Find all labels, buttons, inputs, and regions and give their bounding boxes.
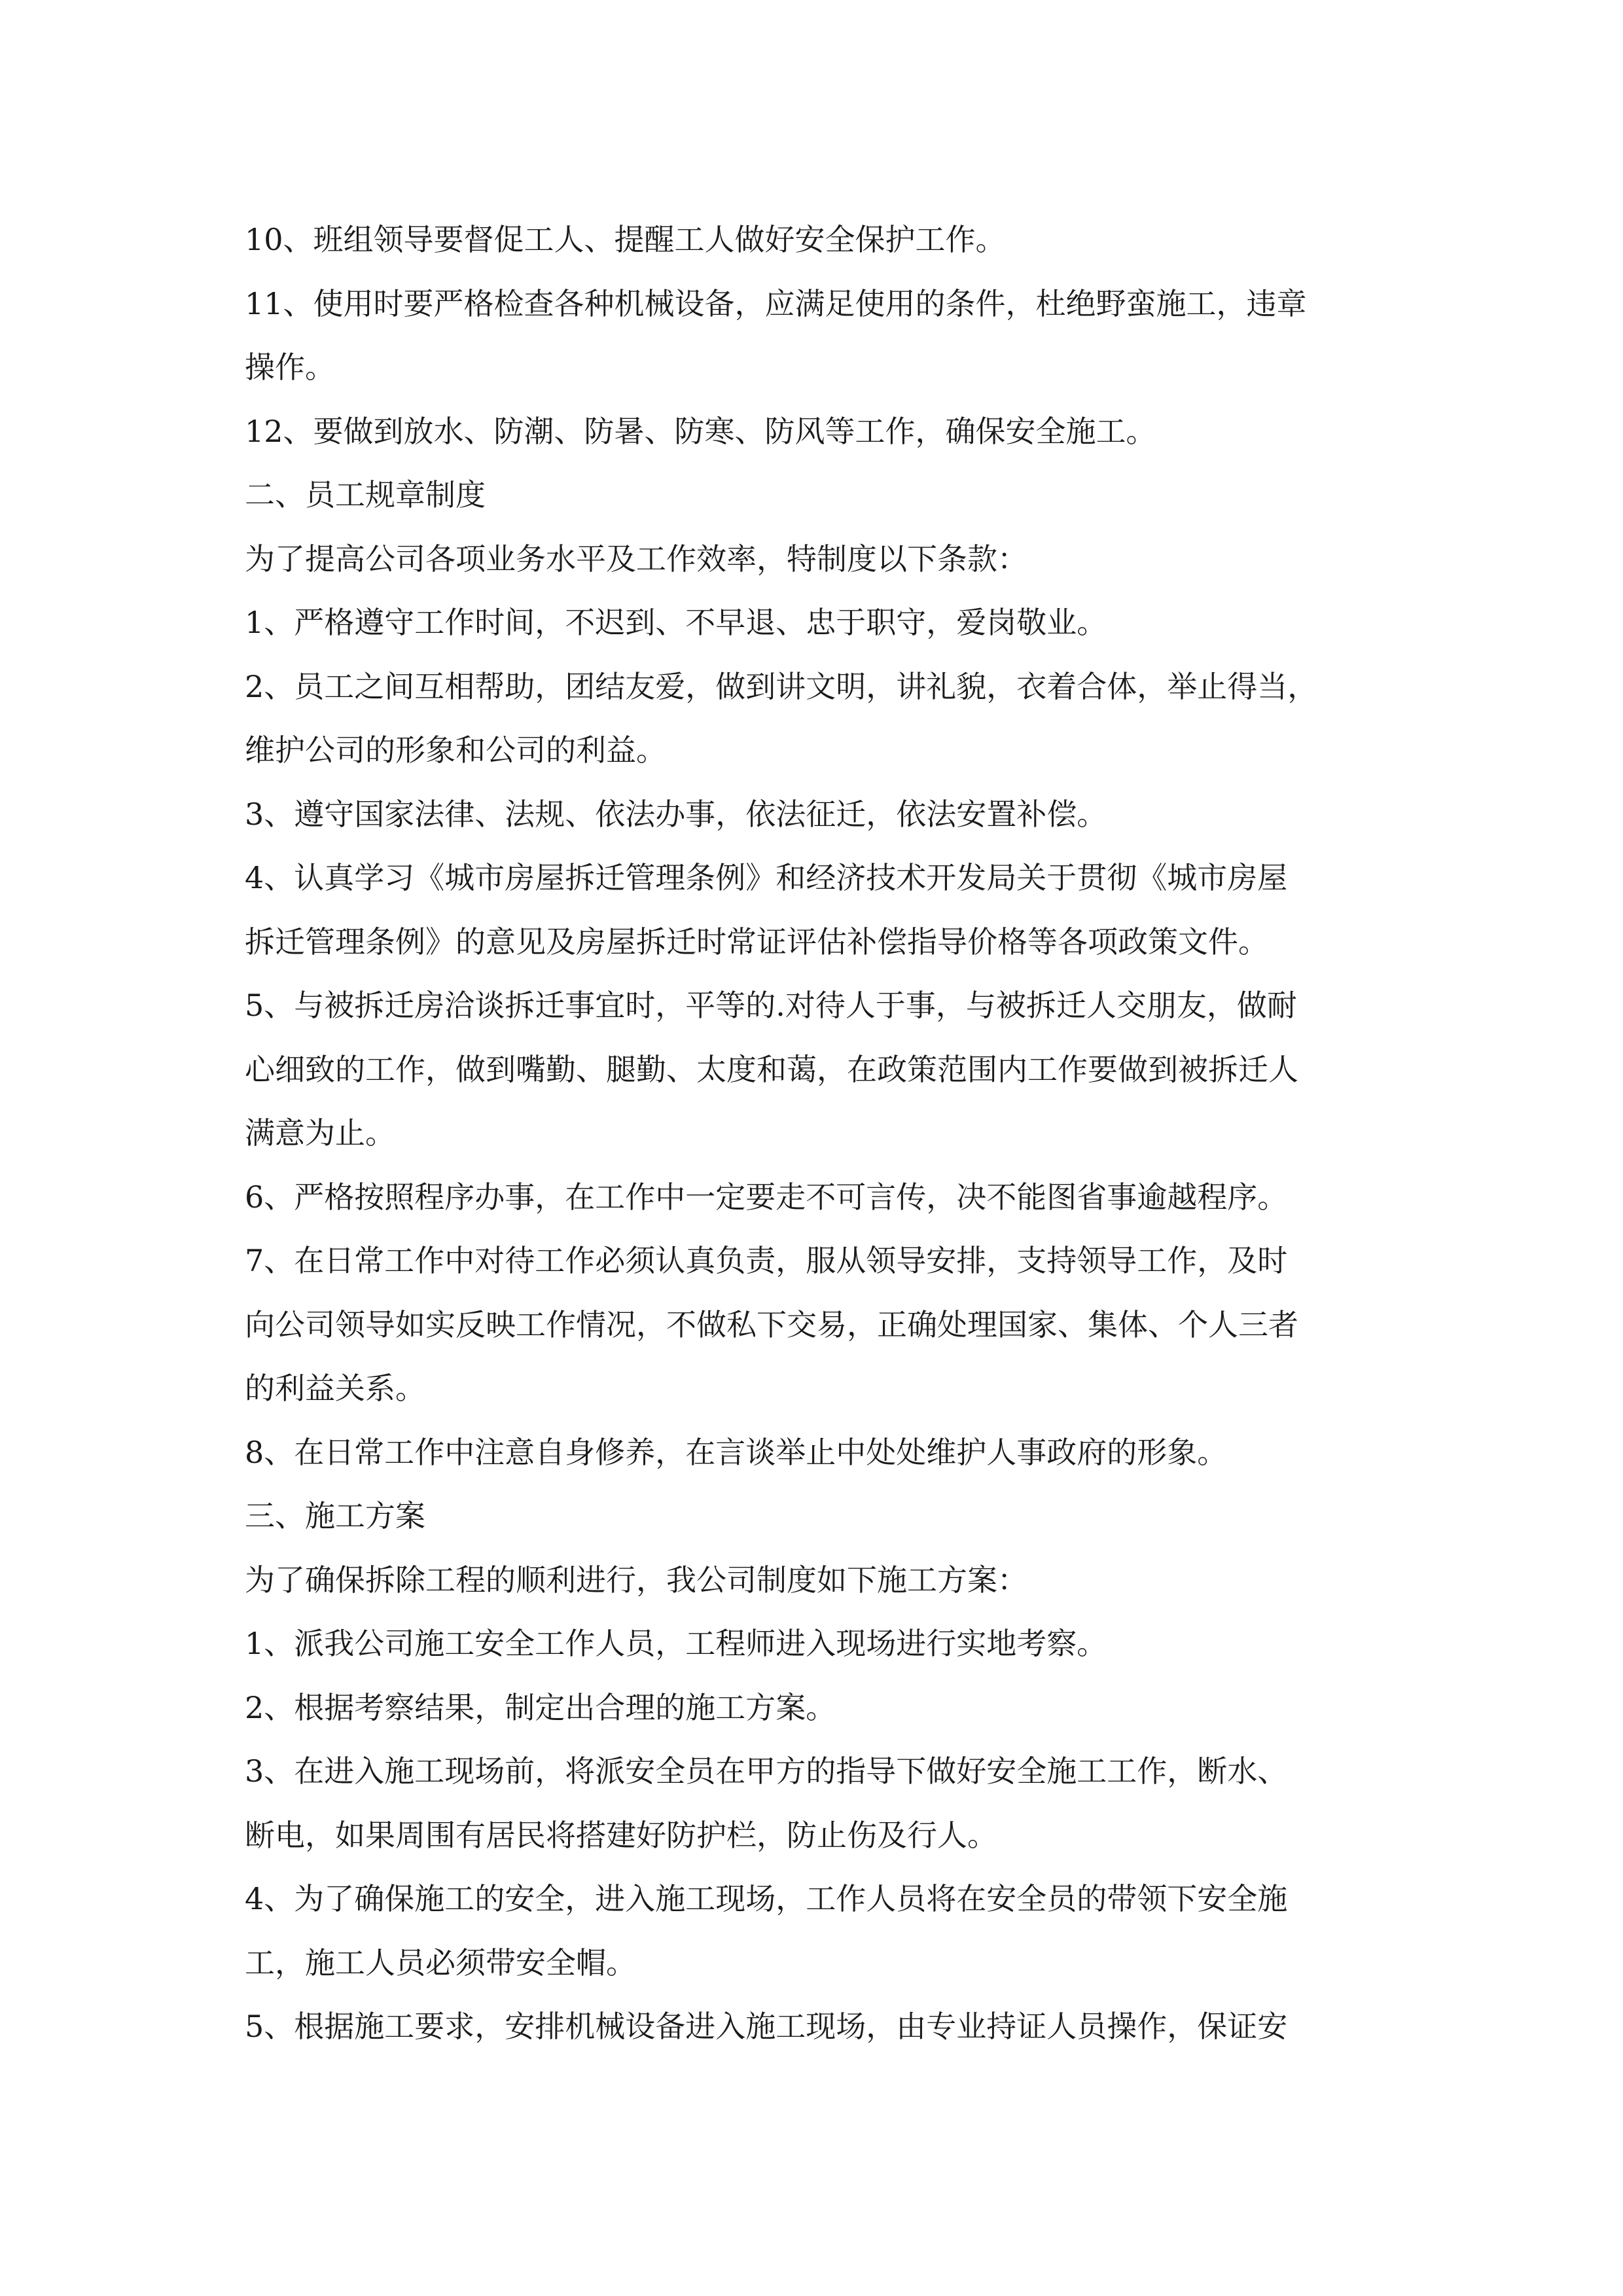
text-line: 8、在日常工作中注意自身修养，在言谈举止中处处维护人事政府的形象。 — [245, 1434, 1228, 1470]
text-line: 1、派我公司施工安全工作人员，工程师进入现场进行实地考察。 — [245, 1626, 1107, 1661]
section-heading: 三、施工方案 — [245, 1498, 425, 1534]
text-line: 2、根据考察结果，制定出合理的施工方案。 — [245, 1689, 836, 1725]
text-line: 4、认真学习《城市房屋拆迁管理条例》和经济技术开发局关于贯彻《城市房屋 — [245, 860, 1288, 895]
text-line: 2、员工之间互相帮助，团结友爱，做到讲文明，讲礼貌，衣着合体，举止得当， — [245, 668, 1318, 704]
text-line: 5、与被拆迁房洽谈拆迁事宜时，平等的.对待人于事，与被拆迁人交朋友，做耐 — [245, 988, 1297, 1023]
text-line: 操作。 — [245, 350, 335, 385]
text-line: 为了确保拆除工程的顺利进行，我公司制度如下施工方案： — [245, 1562, 1027, 1598]
text-line: 10、班组领导要督促工人、提醒工人做好安全保护工作。 — [245, 222, 1006, 257]
document-body — [245, 208, 1397, 2059]
text-line: 3、在进入施工现场前，将派安全员在甲方的指导下做好安全施工工作，断水、 — [245, 1753, 1288, 1789]
text-line: 工，施工人员必须带安全帽。 — [245, 1945, 636, 1981]
text-line: 为了提高公司各项业务水平及工作效率，特制度以下条款： — [245, 541, 1027, 577]
text-line: 满意为止。 — [245, 1115, 395, 1151]
text-line: 5、根据施工要求，安排机械设备进入施工现场，由专业持证人员操作，保证安 — [245, 2009, 1288, 2044]
text-line: 1、严格遵守工作时间，不迟到、不早退、忠于职守，爱岗敬业。 — [245, 605, 1107, 640]
text-line: 4、为了确保施工的安全，进入施工现场，工作人员将在安全员的带领下安全施 — [245, 1881, 1288, 1916]
text-line: 维护公司的形象和公司的利益。 — [245, 732, 666, 768]
text-line: 的利益关系。 — [245, 1371, 425, 1406]
text-line: 向公司领导如实反映工作情况，不做私下交易，正确处理国家、集体、个人三者 — [245, 1306, 1298, 1342]
text-line: 11、使用时要严格检查各种机械设备，应满足使用的条件，杜绝野蛮施工，违章 — [245, 285, 1307, 321]
text-line: 断电，如果周围有居民将搭建好防护栏，防止伤及行人。 — [245, 1817, 997, 1853]
section-heading: 二、员工规章制度 — [245, 477, 486, 512]
text-line: 心细致的工作，做到嘴勤、腿勤、太度和蔼，在政策范围内工作要做到被拆迁人 — [245, 1051, 1298, 1087]
text-line: 12、要做到放水、防潮、防暑、防寒、防风等工作，确保安全施工。 — [245, 413, 1156, 449]
text-line: 3、遵守国家法律、法规、依法办事，依法征迁，依法安置补偿。 — [245, 796, 1107, 832]
text-line: 拆迁管理条例》的意见及房屋拆迁时常证评估补偿指导价格等各项政策文件。 — [245, 924, 1268, 960]
text-line: 7、在日常工作中对待工作必须认真负责，服从领导安排，支持领导工作，及时 — [245, 1243, 1288, 1278]
text-line: 6、严格按照程序办事，在工作中一定要走不可言传，决不能图省事逾越程序。 — [245, 1179, 1288, 1215]
